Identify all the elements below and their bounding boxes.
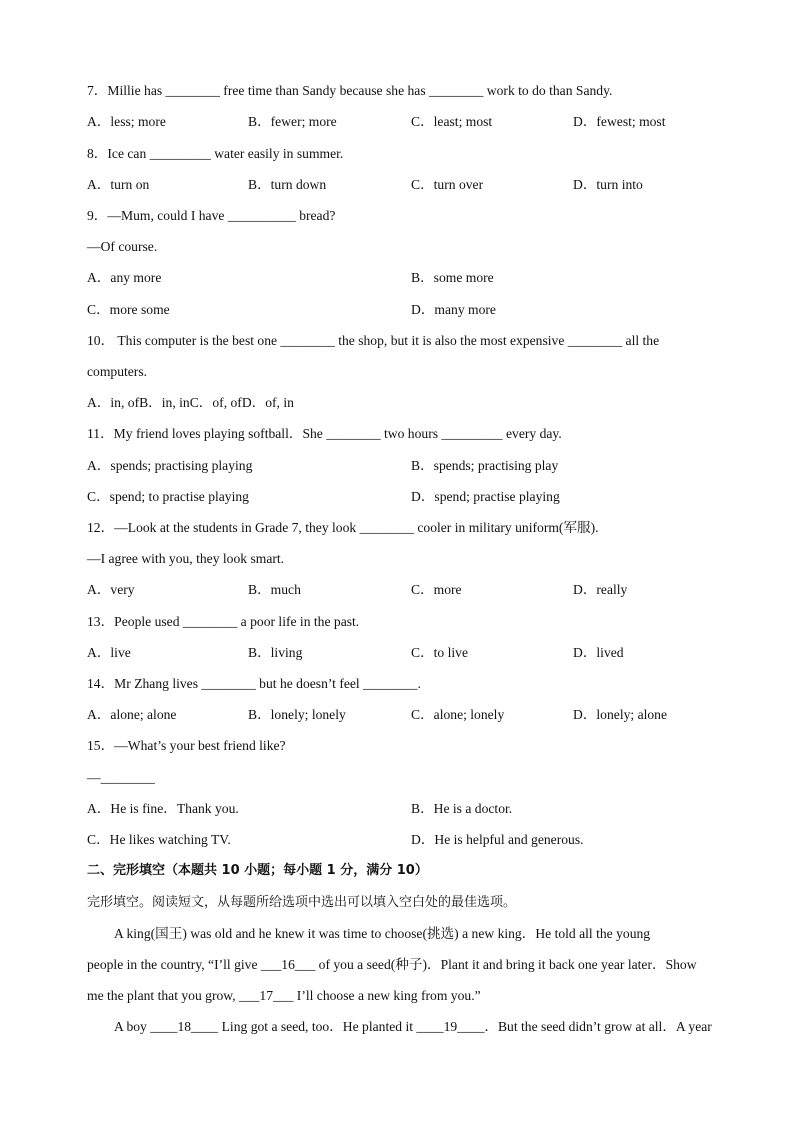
question-15-stem: 15．—What’s your best friend like? (87, 738, 286, 753)
option-c: C．spend; to practise playing (87, 489, 249, 504)
option-b: B．turn down (248, 177, 327, 192)
option-d: D．lived (573, 645, 624, 660)
option-a: A．less; more (87, 114, 166, 129)
option-a: A．alone; alone (87, 707, 177, 722)
option-d: D．fewest; most (573, 114, 666, 129)
question-12-options (87, 579, 708, 601)
option-d: D．He is helpful and generous. (411, 832, 584, 847)
passage-line-1: A king(国王) was old and he knew it was time to choose(挑选) a new king．He told all the young (114, 926, 651, 941)
option-a: A．spends; practising playing (87, 458, 253, 473)
question-7-options (87, 111, 708, 133)
option-b: B．some more (411, 270, 494, 285)
section-instruction: 完形填空。阅读短文，从每题所给选项中选出可以填入空白处的最佳选项。 (87, 895, 517, 910)
option-a: A．turn on (87, 177, 150, 192)
question-8-options (87, 174, 708, 196)
option-c: C．alone; lonely (411, 707, 505, 722)
option-c: C．least; most (411, 114, 493, 129)
passage-line-3: me the plant that you grow, ___17___ I’ll choose a new king from you.” (87, 988, 481, 1003)
option-d: D．spend; practise playing (411, 489, 560, 504)
option-c: C．He likes watching TV. (87, 832, 231, 847)
option-c: C．turn over (411, 177, 484, 192)
option-a: A．He is fine．Thank you. (87, 801, 239, 816)
option-b: B．lonely; lonely (248, 707, 346, 722)
question-15-options-row2 (87, 829, 708, 851)
question-9-options-row1 (87, 267, 708, 289)
option-a: A．live (87, 645, 131, 660)
option-a: A．any more (87, 270, 162, 285)
question-10-stem-cont: computers. (87, 364, 148, 379)
option-c: C．more some (87, 302, 170, 317)
question-9-stem: 9．—Mum, could I have __________ bread? (87, 208, 336, 223)
question-8-stem: 8．Ice can _________ water easily in summer. (87, 146, 344, 161)
question-10-options: A．in, ofB．in, inC．of, ofD．of, in (87, 395, 294, 410)
question-11-options-row2 (87, 486, 708, 508)
question-14-stem: 14．Mr Zhang lives ________ but he doesn’t feel ________. (87, 676, 421, 691)
option-b: B．spends; practising play (411, 458, 559, 473)
question-13-stem: 13．People used ________ a poor life in the past. (87, 614, 360, 629)
question-13-options (87, 642, 708, 664)
option-d: D．many more (411, 302, 496, 317)
option-c: C．to live (411, 645, 469, 660)
question-12-reply: —I agree with you, they look smart. (87, 551, 285, 566)
option-c: C．more (411, 582, 462, 597)
question-11-options-row1 (87, 455, 708, 477)
option-b: B．living (248, 645, 303, 660)
option-a: A．very (87, 582, 135, 597)
question-14-options (87, 704, 708, 726)
option-b: B．fewer; more (248, 114, 337, 129)
question-9-reply: —Of course. (87, 239, 158, 254)
option-b: B．much (248, 582, 301, 597)
passage-line-4: A boy ____18____ Ling got a seed, too．He planted it ____19____．But the seed didn’t grow at all．A year (114, 1019, 712, 1034)
question-7-stem: 7．Millie has ________ free time than Sandy because she has ________ work to do than Sandy. (87, 83, 613, 98)
question-15-options-row1 (87, 798, 708, 820)
question-11-stem: 11．My friend loves playing softball．She ________ two hours _________ every day. (87, 426, 562, 441)
question-15-reply: —________ (87, 770, 155, 785)
section-heading: 二、完形填空（本题共 10 小题；每小题 1 分，满分 10） (87, 863, 428, 878)
option-d: D．really (573, 582, 628, 597)
question-9-options-row2 (87, 299, 708, 321)
question-12-stem: 12．—Look at the students in Grade 7, they look ________ cooler in military uniform(军服). (87, 520, 599, 535)
option-d: D．lonely; alone (573, 707, 668, 722)
question-10-stem: 10． This computer is the best one ________ the shop, but it is also the most expensive ________ all the (87, 333, 660, 348)
option-b: B．He is a doctor. (411, 801, 513, 816)
passage-line-2: people in the country, “I’ll give ___16___ of you a seed(种子)．Plant it and bring it back one year later．Show (87, 957, 697, 972)
option-d: D．turn into (573, 177, 643, 192)
